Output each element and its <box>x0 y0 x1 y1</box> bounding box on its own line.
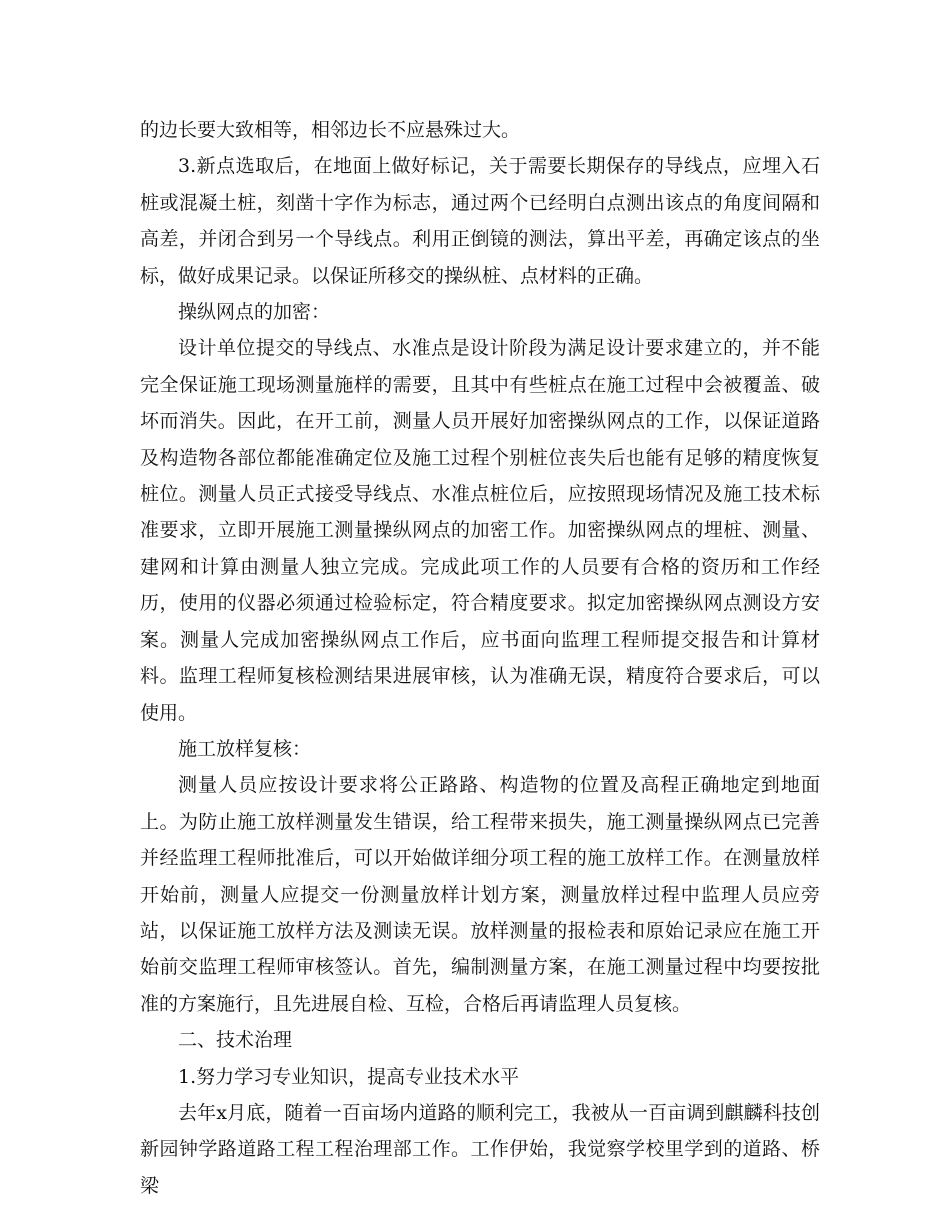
paragraph: 测量人员应按设计要求将公正路路、构造物的位置及高程正确地定到地面上。为防止施工放样测量发生错误，给工程带来损失，施工测量操纵网点已完善并经监理工程师批准后，可以开始做详细分项工程的施工放样工作。在测量放样开始前，测量人应提交一份测量放样计划方案，测量放样过程中监理人员应旁站，以保证施工放样方法及测读无误。放样测量的报检表和原始记录应在施工开始前交监理工程师审核签认。首先，编制测量方案，在施工测量过程中均要按批准的方案施行，且先进展自检、互检，合格后再请监理人员复核。 <box>140 774 820 1015</box>
subsection-heading: 1.努力学习专业知识，提高专业技术水平 <box>178 1065 520 1088</box>
paragraph: 设计单位提交的导线点、水准点是设计阶段为满足设计要求建立的，并不能完全保证施工现场测量施样的需要，且其中有些桩点在施工过程中会被覆盖、破坏而消失。因此，在开工前，测量人员开展好加密操纵网点的工作，以保证道路及构造物各部位都能准确定位及施工过程个别桩位丧失后也能有足够的精度恢复桩位。测量人员正式接受导线点、水准点桩位后，应按照现场情况及施工技术标准要求，立即开展施工测量操纵网点的加密工作。加密操纵网点的埋桩、测量、建网和计算由测量人独立完成。完成此项工作的人员要有合格的资历和工作经历，使用的仪器必须通过检验标定，符合精度要求。拟定加密操纵网点测设方安案。测量人完成加密操纵网点工作后，应书面向监理工程师提交报告和计算材料。监理工程师复核检测结果进展审核，认为准确无误，精度符合要求后，可以使用。 <box>140 337 820 724</box>
paragraph: 去年x月底，随着一百亩场内道路的顺利完工，我被从一百亩调到麒麟科技创新园钟学路道路工程工程治理部工作。工作伊始，我觉察学校里学到的道路、桥梁 <box>140 1101 820 1197</box>
paragraph: 3.新点选取后，在地面上做好标记，关于需要长期保存的导线点，应埋入石桩或混凝土桩，刻凿十字作为标志，通过两个已经明白点测出该点的角度间隔和高差，并闭合到另一个导线点。利用正倒镜的测法，算出平差，再确定该点的坐标，做好成果记录。以保证所移交的操纵桩、点材料的正确。 <box>140 155 820 287</box>
section-heading: 操纵网点的加密： <box>178 301 331 324</box>
paragraph: 的边长要大致相等，相邻边长不应悬殊过大。 <box>140 119 521 141</box>
document-body <box>140 112 820 1204</box>
section-heading: 二、技术治理 <box>178 1029 293 1052</box>
section-heading: 施工放样复核： <box>178 737 312 760</box>
